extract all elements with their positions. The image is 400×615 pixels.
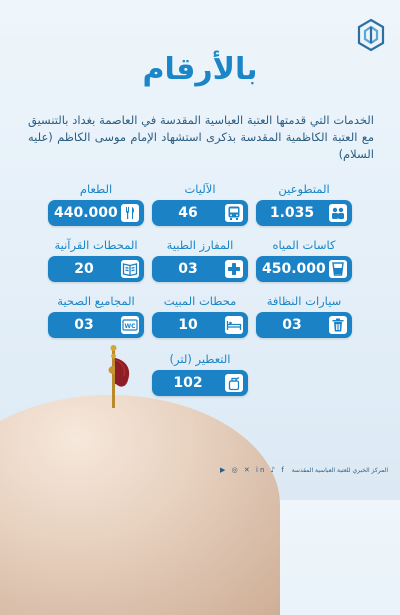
footer [200,466,388,480]
dome-image [0,395,280,615]
stat-label: المجاميع الصحية [57,294,135,308]
wc-icon [121,316,139,334]
medical-cross-icon [225,260,243,278]
stat-box [152,370,248,396]
stat-value: 46 [178,205,198,221]
stat-value: 03 [282,317,302,333]
stat-medical [152,238,248,290]
stat-value: 102 [173,375,203,391]
stat-label: الطعام [79,182,113,196]
stat-box [152,200,248,226]
perfume-icon [225,374,243,392]
stat-box [256,200,352,226]
stat-label: المحطات القرآنية [54,238,138,252]
page-title: بالأرقام [142,52,258,87]
stat-toilets [48,294,144,346]
stat-volunteers [256,182,352,234]
stat-value: 440.000 [54,205,118,221]
stat-water-cups [256,238,352,290]
stat-rest-stations [152,294,248,346]
trash-bin-icon [329,316,347,334]
stat-label: سيارات النظافة [266,294,342,308]
dome-spire-image [92,342,136,412]
stat-label: المتطوعين [278,182,330,196]
stat-value: 450.000 [262,261,326,277]
stat-value: 03 [178,261,198,277]
stat-value: 20 [74,261,94,277]
stat-box [152,312,248,338]
quran-icon [121,260,139,278]
stat-box [48,200,144,226]
stat-quran [48,238,144,290]
stat-box [152,256,248,282]
stat-value: 10 [178,317,198,333]
stat-label: محطات المبيت [163,294,237,308]
stat-box [256,256,352,282]
svg-text:WC: WC [124,323,136,330]
volunteers-icon [329,204,347,222]
stat-box [48,256,144,282]
stat-value: 03 [74,317,94,333]
stat-label: التعطير (لتر) [169,352,231,366]
social-icons[interactable]: in ♪ f ✕ ◎ ▶ [219,466,286,474]
cutlery-icon [121,204,139,222]
stat-box [48,312,144,338]
stat-label: المفارز الطبية [166,238,234,252]
stat-label: كاسات المياه [272,238,336,252]
logo-icon [354,18,388,52]
stat-cleaning-cars [256,294,352,346]
stat-label: الآليات [184,182,216,196]
stat-perfume [152,352,248,404]
stat-box [256,312,352,338]
intro-text: الخدمات التي قدمتها العتبة العباسية المقدسة في العاصمة بغداد بالتنسيق مع العتبة الكاظمية المقدسة بذكرى استشهاد الإمام موسى الكاظم (عليه السلام) [28,113,374,161]
bed-icon [225,316,243,334]
stat-food [48,182,144,234]
bus-icon [225,204,243,222]
water-cup-icon [329,260,347,278]
footer-text: المركز الخبري للعتبة العباسية المقدسة [291,467,388,474]
stat-vehicles [152,182,248,234]
stat-value: 1.035 [269,205,315,221]
